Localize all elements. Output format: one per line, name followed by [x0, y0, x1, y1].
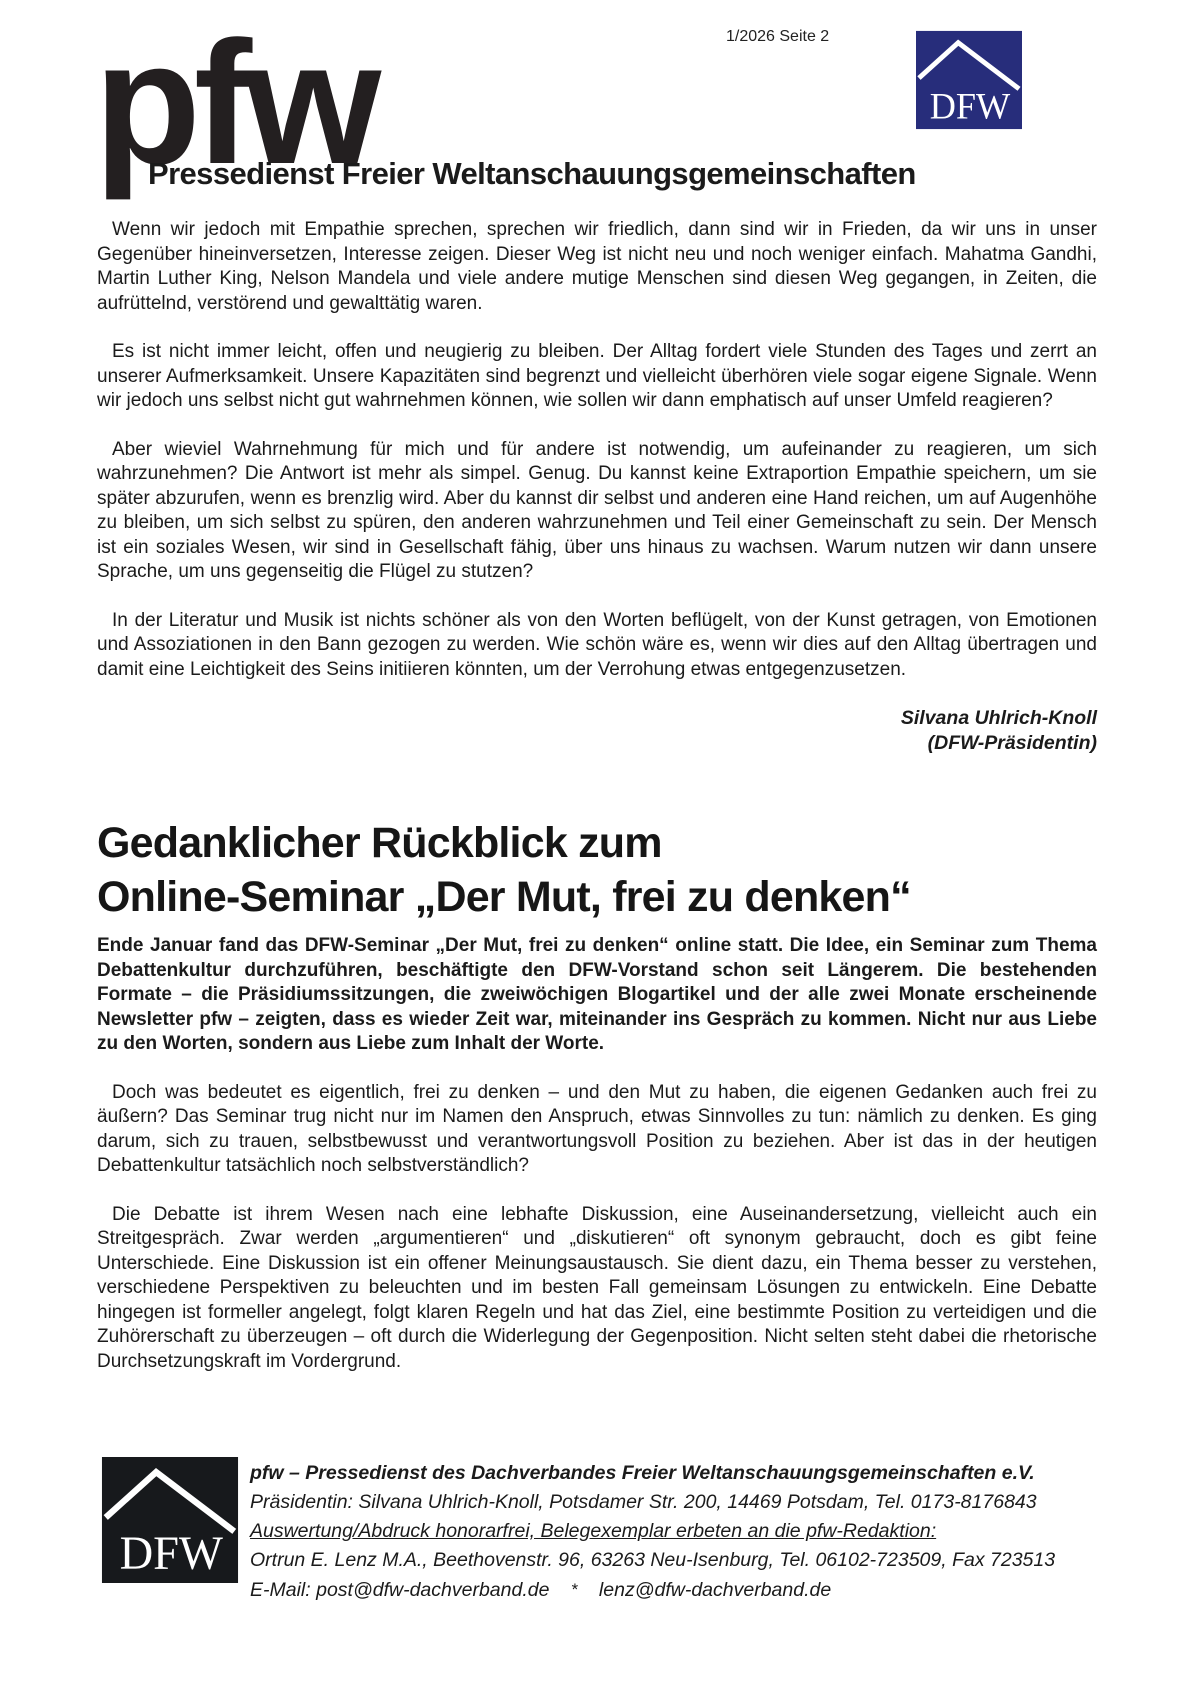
- paragraph-empathy-4: In der Literatur und Musik ist nichts schöner als von den Worten beflügelt, von der Kunst getragen, von Emotionen und Assoziationen in den Bann gezogen zu werden. Wie schön wäre es, wenn wir dies auf den Alltag übertragen und damit eine Leichtigkeit des Seins initiieren könnten, um der Verrohung etwas entgegenzusetzen.: [97, 609, 1097, 680]
- paragraph-empathy-1: Wenn wir jedoch mit Empathie sprechen, sprechen wir friedlich, dann sind wir in Frieden, da wir uns in unser Gegenüber hineinversetzen, Interesse zeigen. Dieser Weg ist nicht neu und noch weniger einfach. Mahatma Gandhi, Martin Luther King, Nelson Mandela und viele andere mutige Menschen sind diesen Weg gegangen, in Zeiten, die aufrüttelnd, verstörend und gewalttätig waren.: [97, 219, 1097, 314]
- email-separator: *: [570, 1580, 578, 1599]
- lead-paragraph: Ende Januar fand das DFW-Seminar „Der Mut, frei zu denken“ online statt. Die Idee, ein Seminar zum Thema Debattenkultur durchzuführen, beschäftigte den DFW-Vorstand schon seit Längerem. Die bestehenden Formate – die Präsidiumssitzungen, die zweiwöchigen Blogartikel und der alle zwei Monate erscheinende Newsletter pfw – zeigten, dass es wieder Zeit war, miteinander ins Gespräch zu kommen. Nicht nur aus Liebe zu den Worten, sondern aus Liebe zum Inhalt der Worte.: [97, 935, 1097, 1054]
- imprint-text: [250, 1457, 1055, 1605]
- author-name: Silvana Uhlrich-Knoll: [900, 707, 1097, 729]
- email-secondary[interactable]: lenz@dfw-dachverband.de: [598, 1579, 832, 1601]
- article-title-line-1: Gedanklicher Rückblick zum: [97, 819, 662, 867]
- paragraph-empathy-3: Aber wieviel Wahrnehmung für mich und für andere ist notwendig, um aufeinander zu reagieren, um sich wahrzunehmen? Die Antwort ist mehr als simpel. Genug. Du kannst keine Extraportion Empathie speichern, um sie später abzurufen, wenn es brenzlig wird. Aber du kannst dir selbst und anderen eine Hand reichen, um auf Augenhöhe zu bleiben, um sich selbst zu spüren, den anderen wahrzunehmen und Teil einer Gemeinschaft zu sein. Der Mensch ist ein soziales Wesen, wir sind in Gesellschaft fähig, über uns hinaus zu wachsen. Warum nutzen wir dann unsere Sprache, um uns gegenseitig die Flügel zu stutzen?: [97, 438, 1097, 582]
- imprint-organization: pfw – Pressedienst des Dachverbandes Freier Weltanschauungsgemeinschaften e.V.: [250, 1462, 1035, 1484]
- article-title-line-2: Online-Seminar „Der Mut, frei zu denken“: [97, 873, 911, 921]
- paragraph-empathy-2: Es ist nicht immer leicht, offen und neugierig zu bleiben. Der Alltag fordert viele Stunden des Tages und zerrt an unserer Aufmerksamkeit. Unsere Kapazitäten sind begrenzt und vielleicht überhören viele sogar eigene Signale. Wenn wir jedoch uns selbst nicht gut wahrnehmen können, wie sollen wir dann emphatisch auf unser Umfeld reagieren?: [97, 341, 1097, 411]
- main-column: [97, 218, 1097, 1398]
- paragraph-seminar-2: Die Debatte ist ihrem Wesen nach eine lebhafte Diskussion, eine Auseinandersetzung, vielleicht auch ein Streitgespräch. Zwar werden „argumentieren“ und „diskutieren“ oft synonym gebraucht, doch es gibt feine Unterschiede. Eine Diskussion ist ein offener Meinungsaustausch. Sie dient dazu, ein Thema besser zu verstehen, verschiedene Perspektiven zu beleuchten und im besten Fall gemeinsam Lösungen zu entwickeln. Eine Debatte hingegen ist formeller angelegt, folgt klaren Regeln und hat das Ziel, eine bestimmte Position zu verteidigen und die Zuhörerschaft zu überzeugen – oft durch die Widerlegung der Gegenposition. Nicht selten steht dabei die rhetorische Durchsetzungskraft im Vordergrund.: [97, 1203, 1097, 1372]
- paragraph-seminar-1: Doch was bedeutet es eigentlich, frei zu denken – und den Mut zu haben, die eigenen Gedanken auch frei zu äußern? Das Seminar trug nicht nur im Namen den Anspruch, etwas Sinnvolles zu tun: nämlich zu denken. Es ging darum, sich zu trauen, selbstbewusst und verantwortungsvoll Position zu beziehen. Aber ist das in der heutigen Debattenkultur tatsächlich noch selbstverständlich?: [97, 1081, 1097, 1176]
- dfw-footer-logo: [100, 1457, 240, 1583]
- dfw-logo: [916, 30, 1022, 130]
- article-title: [97, 816, 1097, 924]
- author-role: (DFW-Präsidentin): [927, 732, 1097, 754]
- dfw-logo-text: DFW: [929, 86, 1011, 128]
- email-primary[interactable]: post@dfw-dachverband.de: [316, 1579, 550, 1601]
- imprint-email-line: [250, 1575, 1055, 1605]
- dfw-footer-logo-graphic: [100, 1457, 240, 1583]
- dfw-footer-logo-text: DFW: [119, 1527, 224, 1581]
- imprint-editor: Ortrun E. Lenz M.A., Beethovenstr. 96, 63263 Neu-Isenburg, Tel. 06102-723509, Fax 723513: [250, 1549, 1056, 1571]
- imprint-president: Präsidentin: Silvana Uhlrich-Knoll, Potsdamer Str. 200, 14469 Potsdam, Tel. 0173-8176843: [250, 1491, 1037, 1513]
- header-subtitle: Pressedienst Freier Weltanschauungsgemeinschaften: [148, 156, 916, 191]
- imprint-footer: [100, 1457, 1100, 1605]
- imprint-reprint-notice: Auswertung/Abdruck honorarfrei, Belegexemplar erbeten an die pfw-Redaktion:: [250, 1520, 937, 1542]
- page-number: 1/2026 Seite 2: [726, 28, 830, 45]
- article-attribution: [97, 706, 1097, 756]
- dfw-logo-graphic: [916, 30, 1022, 130]
- email-label: E-Mail:: [250, 1579, 311, 1601]
- pfw-logo: pfw: [94, 6, 375, 201]
